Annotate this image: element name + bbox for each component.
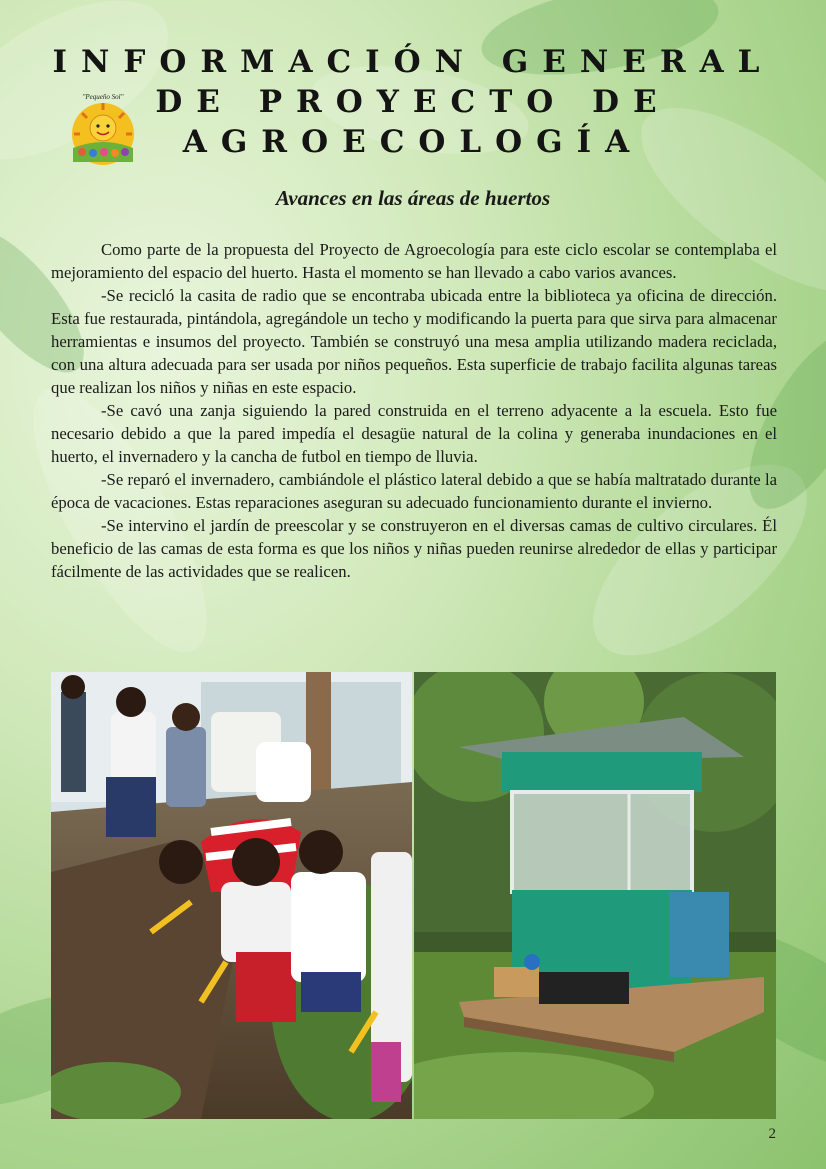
photo-tool-booth: [414, 672, 776, 1119]
paragraph-radio-house: -Se recicló la casita de radio que se encontraba ubicada entre la biblioteca ya oficina de dirección. Esta fue restaurada, pintándola, agregándole un techo y modificando la puerta para que sirva para almacenar herramientas e insumos del proyecto. También se construyó una mesa amplia utilizando madera reciclada, con una altura adecuada para ser usada por niños pequeños. Esta superficie de trabajo facilita algunas tareas que realizan los niños y niñas en este espacio.: [51, 286, 777, 397]
svg-text:"Pequeño Sol": "Pequeño Sol": [82, 93, 124, 101]
pequeno-sol-logo: [60, 90, 146, 166]
page-number: 2: [768, 1126, 776, 1142]
paragraph-intro: Como parte de la propuesta del Proyecto de Agroecología para este ciclo escolar se contemplaba el mejoramiento del espacio del huerto. Hasta el momento se han llevado a cabo varios avances.: [51, 240, 777, 282]
title-line-1: INFORMACIÓN GENERAL: [52, 44, 774, 80]
page-title: [40, 42, 786, 162]
paragraph-greenhouse: -Se reparó el invernadero, cambiándole el plástico lateral debido a que se había maltratado durante la época de vacaciones. Estas reparaciones aseguran su adecuado funcionamiento durante el invierno.: [51, 470, 777, 512]
title-line-3: AGROECOLOGÍA: [182, 124, 644, 160]
paragraph-garden-beds: -Se intervino el jardín de preescolar y se construyeron en el diversas camas de cultivo circulares. Él beneficio de las camas de esta forma es que los niños y niñas pueden reunirse alrededor de ellas y participar fácilmente de las actividades que se realicen.: [51, 516, 777, 581]
paragraph-trench: -Se cavó una zanja siguiendo la pared construida en el terreno adyacente a la escuela. Esto fue necesario debido a que la pared impedía el desagüe natural de la colina y generaba inundaciones en el huerto, el invernadero y la cancha de futbol en tiempo de lluvia.: [51, 401, 777, 466]
photo-children-gardening: [51, 672, 412, 1119]
section-subtitle: Avances en las áreas de huertos: [275, 186, 551, 210]
article-body: [51, 238, 777, 583]
title-line-2: DE PROYECTO DE: [155, 84, 671, 120]
